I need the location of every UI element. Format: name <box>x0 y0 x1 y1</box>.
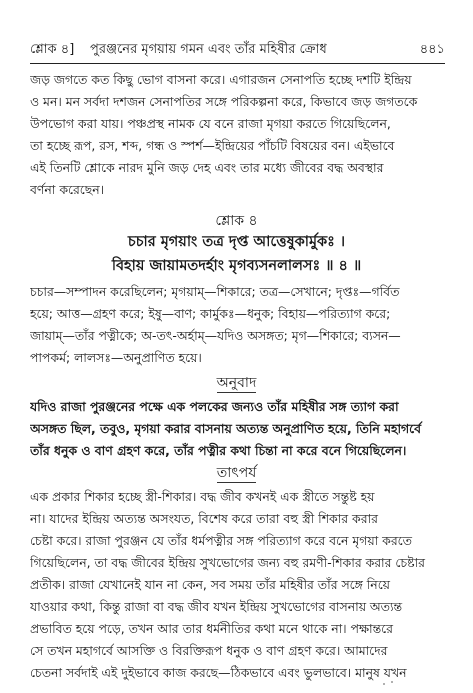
translation-heading <box>0 371 473 395</box>
page-number: ৪৪১ <box>419 42 445 57</box>
translation-heading-text: অনুবাদ <box>216 375 257 391</box>
scan-speck <box>383 683 385 685</box>
purport-line: প্রতীক। রাজা যেখানেই যান না কেন, সব সময় তাঁর মহিষীর তাঁর সঙ্গে নিয়ে <box>30 577 390 592</box>
intro-line: বর্ণনা করেছেন। <box>30 182 105 197</box>
synonyms-paragraph <box>30 281 445 369</box>
synonym-line: জায়াম্—তাঁর পত্নীকে; অ-তৎ-অর্হাম্—যদিও অসঙ্গত; মৃগ—শিকারে; ব্যসন— <box>30 328 401 343</box>
purport-line: চেতনা সর্বদাই এই দুইভাবে কাজ করছে—ঠিকভাবে এবং ভুলভাবে। মানুষ যখন <box>30 665 407 680</box>
synonym-line: পাপকর্ম; লালসঃ—অনুপ্রাণিত হয়ে। <box>30 350 202 365</box>
verse-heading: শ্লোক ৪ <box>215 213 258 229</box>
purport-heading <box>0 461 473 485</box>
purport-line: যাওয়ার কথা, কিন্তু রাজা বা বদ্ধ জীব যখন ইন্দ্রিয় সুখভোগের বাসনায় অত্যন্ত <box>30 599 403 614</box>
translation-line: অসঙ্গত ছিল, তবুও, মৃগয়া করার বাসনায় অত্যন্ত অনুপ্রাণিত হয়ে, তিনি মহাগর্বে <box>30 421 422 436</box>
intro-line: ও মন। মন সর্বদা দশজন সেনাপতির সঙ্গে পরিকল্পনা করে, কিভাবে জড় জগতকে <box>30 94 418 109</box>
purport-paragraph <box>30 486 445 684</box>
header-chapter-title: পুরঞ্জনের মৃগয়ায় গমন এবং তাঁর মহিষীর ক্রোধ <box>90 42 327 57</box>
running-header <box>30 40 445 60</box>
verse-line: বিহায় জায়ামতদর্হাং মৃগব্যসনলালসঃ ॥ ৪ ॥ <box>111 258 362 274</box>
purport-line: সে তখন মহাগর্বে আসক্তি ও বিরক্তিরূপ ধনুক ও বাণ গ্রহণ করে। আমাদের <box>30 643 388 658</box>
purport-heading-text: তাৎপর্য <box>216 465 257 481</box>
purport-line: এক প্রকার শিকার হচ্ছে স্ত্রী-শিকার। বদ্ধ জীব কখনই এক স্ত্রীতে সন্তুষ্ট হয় <box>30 489 375 504</box>
header-verse-ref: শ্লোক ৪] <box>30 42 75 57</box>
intro-line: তা হচ্ছে রূপ, রস, শব্দ, গন্ধ ও স্পর্শ—ইন্দ্রিয়ের পাঁচটি বিষয়ের বন। এইভাবে <box>30 138 395 153</box>
synonym-line: চচার—সম্পাদন করেছিলেন; মৃগয়াম্—শিকারে; তত্র—সেখানে; দৃপ্তঃ—গর্বিত <box>30 284 400 299</box>
intro-line: জড় জগতে কত কিছু ভোগ বাসনা করে। এগারজন সেনাপতি হচ্ছে দশটি ইন্দ্রিয় <box>30 72 412 87</box>
translation-paragraph <box>30 396 445 462</box>
intro-line: উপভোগ করা যায়। পঞ্চপ্রস্থ নামক যে বনে রাজা মৃগয়া করতে গিয়েছিলেন, <box>30 116 391 131</box>
purport-line: গিয়েছিলেন, তা বদ্ধ জীবের ইন্দ্রিয় সুখভোগের জন্য বহু রমণী-শিকার করার চেষ্টার <box>30 555 425 570</box>
verse-line: চচার মৃগয়াং তত্র দৃপ্ত আত্তেষুকার্মুকঃ । <box>127 234 346 250</box>
translation-line: তাঁর ধনুক ও বাণ গ্রহণ করে, তাঁর পত্নীর কথা চিন্তা না করে বনে গিয়েছিলেন। <box>30 443 407 458</box>
purport-line: না। যাদের ইন্দ্রিয় অত্যন্ত অসংযত, বিশেষ করে তারা বহু স্ত্রী শিকার করার <box>30 511 378 526</box>
synonym-line: হয়ে; আত্ত—গ্রহণ করে; ইষু—বাণ; কার্মুকঃ—ধনুক; বিহায়—পরিত্যাগ করে; <box>30 306 391 321</box>
intro-paragraph <box>30 69 445 201</box>
purport-line: চেষ্টা করে। রাজা পুরঞ্জন যে তাঁর ধর্মপত্নীর সঙ্গ পরিত্যাগ করে বনে মৃগয়া করতে <box>30 533 412 548</box>
translation-line: যদিও রাজা পুরঞ্জনের পক্ষে এক পলকের জন্যও তাঁর মহিষীর সঙ্গ ত্যাগ করা <box>30 399 399 414</box>
scan-speck <box>391 681 393 683</box>
verse-text <box>0 230 473 278</box>
header-rule <box>30 63 445 64</box>
purport-line: প্রভাবিত হয়ে পড়ে, তখন আর তার ধর্মনীতির কথা মনে থাকে না। পক্ষান্তরে <box>30 621 393 636</box>
intro-line: এই তিনটি শ্লোকে নারদ মুনি জড় দেহ এবং তার মধ্যে জীবের বদ্ধ অবস্থার <box>30 160 384 175</box>
